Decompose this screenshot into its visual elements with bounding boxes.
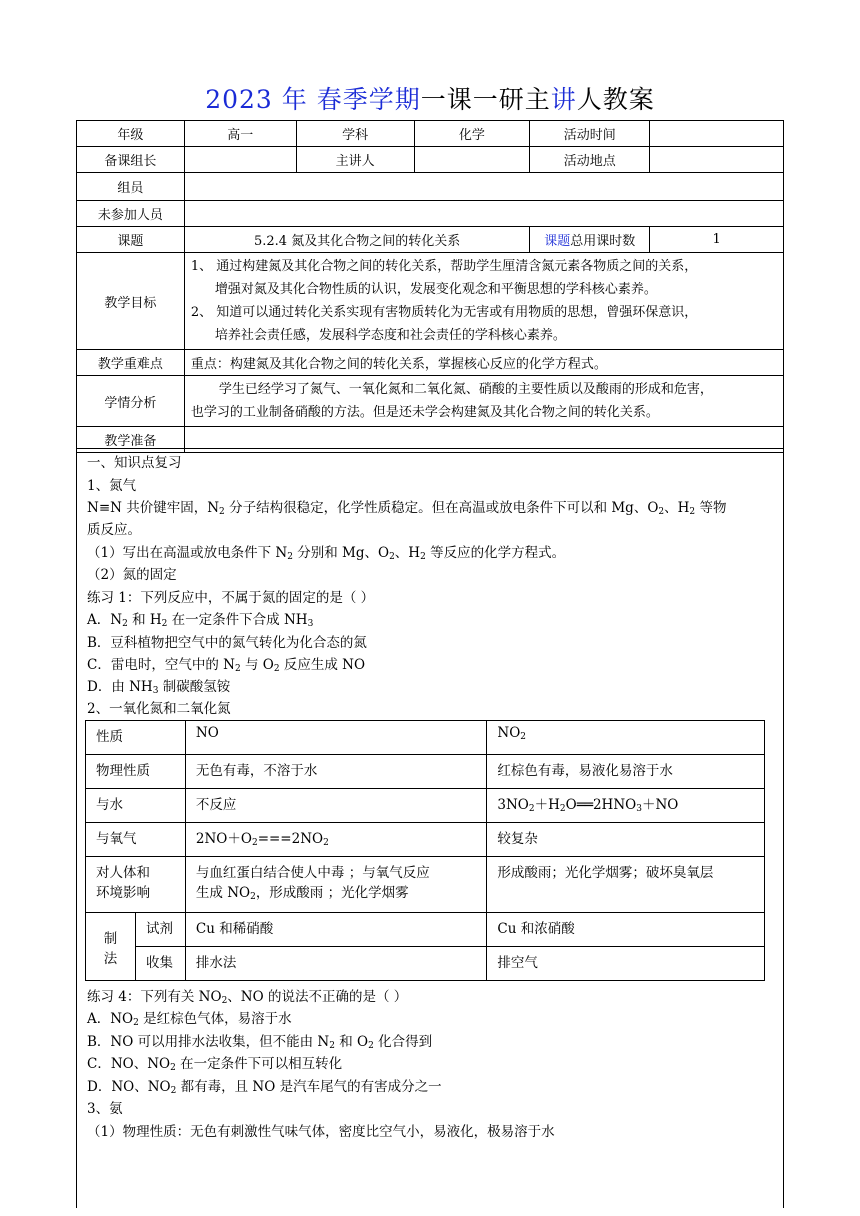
paragraph-line: N≡N 共价键牢固，$N_2$ 分子结构很稳定，化学性质稳定。但在高温或放电条件下可以和 Mg、$O_2$、$H_2$ 等物: [87, 500, 727, 517]
exercise-option: A．$NO_2$ 是红棕色气体，易溶于水: [87, 1011, 292, 1028]
topic-value: 5.2.4 氮及其化合物之间的转化关系: [184, 227, 530, 253]
exercise-title: 练习 4：下列有关 $NO_2$、NO 的说法不正确的是（ ）: [87, 989, 408, 1006]
question-line: （2）氮的固定: [87, 567, 177, 583]
speaker-value: [414, 147, 530, 173]
place-label: 活动地点: [530, 147, 650, 173]
exercise-option: D．由 $NH_3$ 制碳酸氢铵: [87, 679, 231, 696]
exercise-option: A．$N_2$ 和 $H_2$ 在一定条件下合成 $NH_3$: [87, 612, 314, 629]
absent-label: 未参加人员: [77, 201, 185, 227]
paragraph-line: 质反应。: [87, 522, 141, 538]
grade-label: 年级: [77, 121, 185, 147]
hours-value: 1: [650, 227, 784, 253]
subject-label: 学科: [296, 121, 414, 147]
goals-label: 教学目标: [77, 253, 185, 350]
page-title: 2023 年 春季学期一课一研主讲人教案: [205, 85, 655, 114]
place-value: [650, 147, 784, 173]
exercise-option: D．NO、$NO_2$ 都有毒，且 NO 是汽车尾气的有害成分之一: [87, 1079, 442, 1096]
subsection-ammonia: 3、氨: [87, 1101, 123, 1117]
members-label: 组员: [77, 173, 185, 201]
no-no2-table: 性质 NO $NO_2$ 物理性质 无色有毒，不溶于水 红棕色有毒，易液化易溶于水 与水 不反应 $3NO_2+H_2O══2HNO_3+NO$ 与氧气 $2NO+O_2===2NO_2$ 较复杂 对人体和 环境影响 与血红蛋白结合使人中毒 ；与氧气反应 生成 $NO_2$，形成酸雨 ；光化学烟雾 形成酸雨；光化学烟雾；破坏臭氧层 制 法 试剂 Cu 和稀硝酸 Cu 和浓硝酸 收集 排水法 排空气: [85, 720, 765, 981]
subject-value: 化学: [414, 121, 530, 147]
exercise-option: B．豆科植物把空气中的氮气转化为化合态的氮: [87, 635, 367, 651]
exercise-title: 练习 1：下列反应中，不属于氮的固定的是（ ）: [87, 590, 375, 606]
subsection-no: 2、一氧化氮和二氧化氮: [87, 701, 231, 717]
exercise-option: C．NO、$NO_2$ 在一定条件下可以相互转化: [87, 1056, 343, 1073]
prep-label: 教学准备: [77, 427, 185, 453]
goals-value: 1、 通过构建氮及其化合物之间的转化关系，帮助学生厘清含氮元素各物质之间的关系， 增强对氮及其化合物性质的认识，发展变化观念和平衡思想的学科核心素养。 2、 知道可以通过转化关系实现有害物质转化为无害或有用物质的思想，曾强环保意识， 培养社会责任感，发展科学态度和社会责任的学科核心素养。: [184, 253, 783, 350]
members-value: [184, 173, 783, 201]
paragraph-line: （1）物理性质：无色有刺激性气味气体，密度比空气小，易液化，极易溶于水: [87, 1124, 555, 1140]
time-value: [650, 121, 784, 147]
analysis-label: 学情分析: [77, 376, 185, 427]
topic-label: 课题: [77, 227, 185, 253]
leader-label: 备课组长: [77, 147, 185, 173]
key-label: 教学重难点: [77, 350, 185, 376]
time-label: 活动时间: [530, 121, 650, 147]
question-line: （1）写出在高温或放电条件下 $N_2$ 分别和 Mg、$O_2$、$H_2$ 等反应的化学方程式。: [87, 545, 566, 562]
analysis-value: 学生已经学习了氮气、一氧化氮和二氧化氮、硝酸的主要性质以及酸雨的形成和危害， 也学习的工业制备硝酸的方法。但是还未学会构建氮及其化合物之间的转化关系。: [184, 376, 783, 427]
key-value: 重点：构建氮及其化合物之间的转化关系，掌握核心反应的化学方程式。: [184, 350, 783, 376]
lesson-content: [76, 448, 784, 1208]
leader-value: [184, 147, 296, 173]
lesson-info-table: [76, 120, 784, 453]
speaker-label: 主讲人: [296, 147, 414, 173]
grade-value: 高一: [184, 121, 296, 147]
hours-label: 课题总用课时数: [530, 227, 650, 253]
exercise-option: B．NO 可以用排水法收集，但不能由 $N_2$ 和 $O_2$ 化合得到: [87, 1034, 433, 1051]
section-heading: 一、知识点复习: [87, 455, 182, 471]
absent-value: [184, 201, 783, 227]
subsection-nitrogen: 1、氮气: [87, 478, 137, 494]
exercise-option: C．雷电时，空气中的 $N_2$ 与 $O_2$ 反应生成 NO: [87, 657, 366, 674]
